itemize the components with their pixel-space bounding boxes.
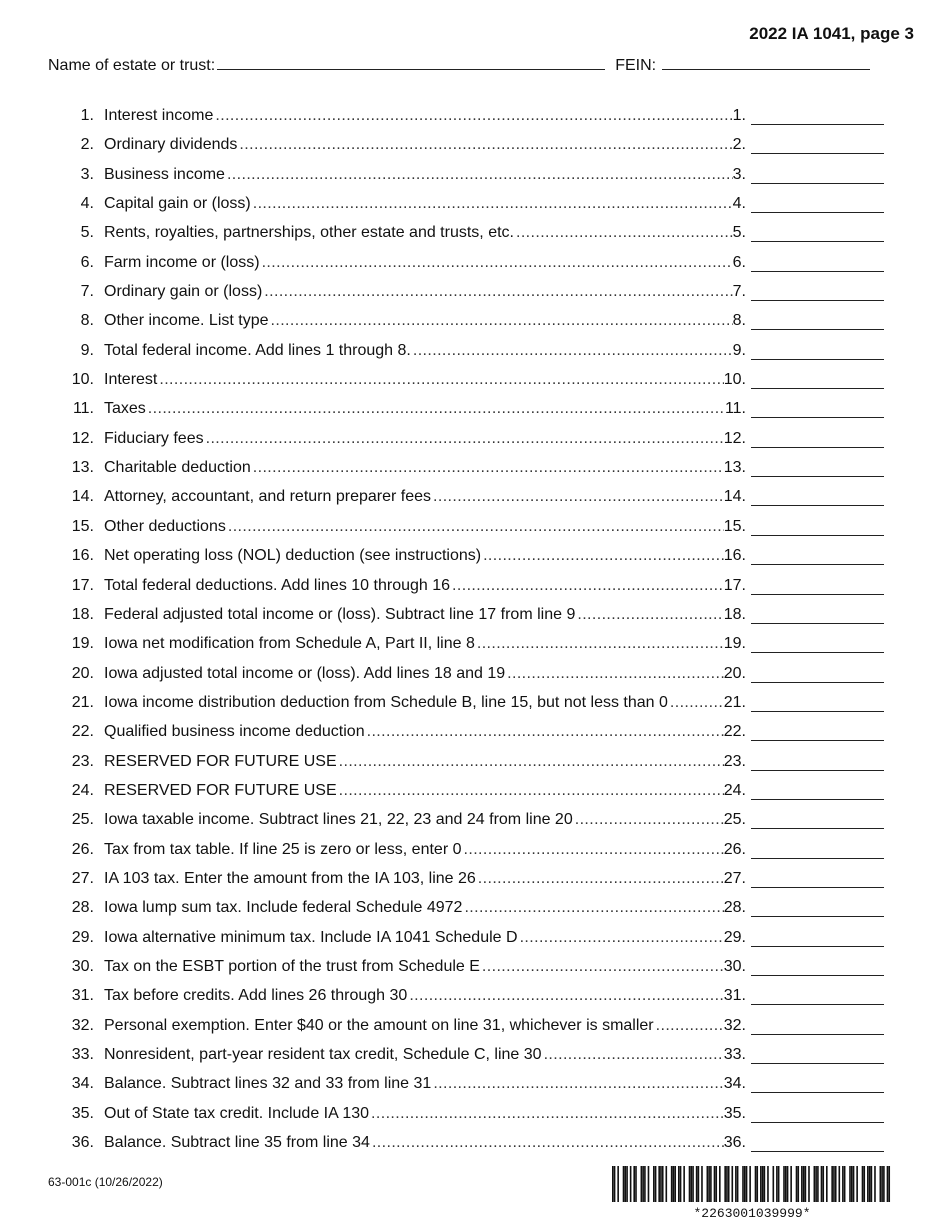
line-label: Tax on the ESBT portion of the trust from Schedule E <box>104 957 480 975</box>
line-label: Iowa taxable income. Subtract lines 21, 22, 23 and 24 from line 20 <box>104 811 573 829</box>
leader-dots <box>544 1043 724 1067</box>
line-amount-field[interactable] <box>751 870 884 888</box>
leader-dots <box>516 221 733 245</box>
line-number: 20. <box>71 664 94 682</box>
line-box-number: 18. <box>723 605 746 623</box>
leader-dots <box>409 984 723 1008</box>
leader-dots <box>253 456 724 480</box>
form-line <box>0 1014 950 1043</box>
line-number: 4. <box>80 195 94 213</box>
line-label: Interest <box>104 371 158 389</box>
leader-dots <box>339 750 724 774</box>
line-description <box>104 1014 746 1038</box>
form-line <box>0 955 950 984</box>
line-description <box>104 603 746 627</box>
income-lines <box>0 104 950 1160</box>
line-amount-field[interactable] <box>751 1134 884 1152</box>
line-box-number: 31. <box>723 987 746 1005</box>
form-line <box>0 515 950 544</box>
barcode-icon <box>612 1166 892 1202</box>
leader-dots <box>482 955 724 979</box>
line-amount-field[interactable] <box>751 782 884 800</box>
leader-dots <box>159 368 723 392</box>
form-line <box>0 926 950 955</box>
line-label: Other income. List type <box>104 312 269 330</box>
line-box-number: 35. <box>723 1104 746 1122</box>
line-number: 36. <box>71 1134 94 1152</box>
line-amount-field[interactable] <box>751 958 884 976</box>
form-line <box>0 984 950 1013</box>
line-number: 26. <box>71 840 94 858</box>
form-line <box>0 192 950 221</box>
line-box-number: 34. <box>723 1075 746 1093</box>
line-label: Capital gain or (loss) <box>104 195 251 213</box>
line-box-number: 9. <box>732 341 746 359</box>
line-description <box>104 221 746 245</box>
line-number: 7. <box>80 283 94 301</box>
line-description <box>104 339 746 363</box>
leader-dots <box>227 163 733 187</box>
line-amount-field[interactable] <box>751 665 884 683</box>
leader-dots <box>670 691 724 715</box>
leader-dots <box>477 632 724 656</box>
line-description <box>104 691 746 715</box>
line-description <box>104 984 746 1008</box>
line-label: Taxes <box>104 400 146 418</box>
line-amount-field[interactable] <box>751 841 884 859</box>
form-line <box>0 456 950 485</box>
line-box-number: 26. <box>723 840 746 858</box>
leader-dots <box>478 867 724 891</box>
line-number: 32. <box>71 1016 94 1034</box>
form-line <box>0 368 950 397</box>
line-amount-field[interactable] <box>751 547 884 565</box>
form-line <box>0 104 950 133</box>
line-box-number: 2. <box>732 136 746 154</box>
line-amount-field[interactable] <box>751 1075 884 1093</box>
line-amount-field[interactable] <box>751 1105 884 1123</box>
line-amount-field[interactable] <box>751 136 884 154</box>
line-number: 13. <box>71 459 94 477</box>
line-description <box>104 955 746 979</box>
line-label: Ordinary dividends <box>104 136 238 154</box>
line-amount-field[interactable] <box>751 1046 884 1064</box>
form-line <box>0 867 950 896</box>
leader-dots <box>367 720 724 744</box>
form-line <box>0 339 950 368</box>
line-label: Iowa net modification from Schedule A, Part II, line 8 <box>104 635 475 653</box>
line-amount-field[interactable] <box>751 224 884 242</box>
leader-dots <box>507 662 724 686</box>
line-label: Nonresident, part-year resident tax credit, Schedule C, line 30 <box>104 1046 542 1063</box>
form-line <box>0 750 950 779</box>
line-description <box>104 485 746 509</box>
line-box-number: 29. <box>723 928 746 946</box>
line-number: 34. <box>71 1075 94 1093</box>
leader-dots <box>464 896 723 920</box>
line-amount-field[interactable] <box>751 166 884 184</box>
line-box-number: 36. <box>723 1134 746 1152</box>
line-description <box>104 133 746 157</box>
line-amount-field[interactable] <box>751 577 884 595</box>
line-label: Iowa alternative minimum tax. Include IA 1041 Schedule D <box>104 928 518 946</box>
line-amount-field[interactable] <box>751 1017 884 1035</box>
form-line <box>0 133 950 162</box>
line-description <box>104 456 746 480</box>
line-box-number: 6. <box>732 253 746 271</box>
form-line <box>0 779 950 808</box>
form-line <box>0 251 950 280</box>
line-box-number: 21. <box>723 693 746 711</box>
line-number: 17. <box>71 576 94 594</box>
leader-dots <box>520 926 724 950</box>
estate-name-field[interactable] <box>217 56 605 70</box>
line-box-number: 5. <box>732 224 746 242</box>
line-description <box>104 397 746 421</box>
line-label: Tax from tax table. If line 25 is zero or less, enter 0 <box>104 840 462 858</box>
leader-dots <box>271 309 733 333</box>
leader-dots <box>656 1014 724 1038</box>
line-amount-field[interactable] <box>751 723 884 741</box>
line-label: Business income <box>104 165 225 183</box>
fein-field[interactable] <box>662 56 870 70</box>
line-box-number: 13. <box>723 459 746 477</box>
line-description <box>104 1131 746 1155</box>
line-amount-field[interactable] <box>751 606 884 624</box>
form-line <box>0 427 950 456</box>
line-box-number: 32. <box>723 1016 746 1034</box>
line-number: 18. <box>71 605 94 623</box>
line-label: Federal adjusted total income or (loss). Subtract line 17 from line 9 <box>104 605 576 623</box>
line-number: 8. <box>80 312 94 330</box>
line-label: Iowa adjusted total income or (loss). Add lines 18 and 19 <box>104 664 506 682</box>
line-amount-field[interactable] <box>751 371 884 389</box>
line-label: Iowa lump sum tax. Include federal Schedule 4972 <box>104 899 463 917</box>
line-box-number: 1. <box>732 107 746 124</box>
form-line <box>0 838 950 867</box>
leader-dots <box>464 838 724 862</box>
line-box-number: 25. <box>723 811 746 829</box>
line-number: 35. <box>71 1104 94 1122</box>
form-line <box>0 544 950 573</box>
line-description <box>104 1043 746 1067</box>
form-line <box>0 720 950 749</box>
line-box-number: 20. <box>723 664 746 682</box>
line-label: Balance. Subtract line 35 from line 34 <box>104 1134 370 1152</box>
form-line <box>0 397 950 426</box>
estate-name-label: Name of estate or trust: <box>48 57 216 74</box>
form-line <box>0 1072 950 1101</box>
line-box-number: 7. <box>732 283 746 301</box>
line-label: RESERVED FOR FUTURE USE <box>104 781 337 799</box>
form-line <box>0 1043 950 1072</box>
line-description <box>104 896 746 920</box>
line-number: 10. <box>71 371 94 389</box>
line-label: Qualified business income deduction <box>104 723 365 741</box>
line-number: 29. <box>71 928 94 946</box>
line-description <box>104 867 746 891</box>
line-box-number: 24. <box>723 781 746 799</box>
line-number: 21. <box>71 693 94 711</box>
line-label: Ordinary gain or (loss) <box>104 283 263 301</box>
line-box-number: 33. <box>723 1046 746 1063</box>
line-description <box>104 427 746 451</box>
leader-dots <box>339 779 724 803</box>
form-line <box>0 691 950 720</box>
line-amount-field[interactable] <box>751 753 884 771</box>
leader-dots <box>371 1102 724 1126</box>
line-box-number: 12. <box>723 429 746 447</box>
line-description <box>104 544 746 568</box>
form-line <box>0 603 950 632</box>
line-box-number: 15. <box>723 517 746 535</box>
form-line <box>0 896 950 925</box>
line-number: 16. <box>71 547 94 565</box>
line-description <box>104 808 746 832</box>
line-amount-field[interactable] <box>751 899 884 917</box>
line-amount-field[interactable] <box>751 254 884 272</box>
line-number: 27. <box>71 869 94 887</box>
line-amount-field[interactable] <box>751 195 884 213</box>
line-description <box>104 574 746 598</box>
line-description <box>104 309 746 333</box>
line-label: Total federal income. Add lines 1 through 8. <box>104 341 411 359</box>
line-box-number: 27. <box>723 869 746 887</box>
line-amount-field[interactable] <box>751 987 884 1005</box>
line-description <box>104 1072 746 1096</box>
line-description <box>104 779 746 803</box>
line-amount-field[interactable] <box>751 430 884 448</box>
line-description <box>104 926 746 950</box>
leader-dots <box>413 339 733 363</box>
line-box-number: 11. <box>724 400 746 418</box>
line-number: 12. <box>71 429 94 447</box>
leader-dots <box>228 515 724 539</box>
line-amount-field[interactable] <box>751 694 884 712</box>
form-code: 63-001c (10/26/2022) <box>48 1175 163 1189</box>
line-label: Personal exemption. Enter $40 or the amount on line 31, whichever is smaller <box>104 1016 654 1034</box>
line-description <box>104 192 746 216</box>
line-description <box>104 251 746 275</box>
line-amount-field[interactable] <box>751 283 884 301</box>
line-description <box>104 163 746 187</box>
line-number: 30. <box>71 957 94 975</box>
barcode-text: *2263001039999* <box>693 1206 811 1221</box>
line-amount-field[interactable] <box>751 929 884 947</box>
leader-dots <box>433 1072 723 1096</box>
line-label: Other deductions <box>104 517 226 535</box>
line-label: Total federal deductions. Add lines 10 through 16 <box>104 576 451 594</box>
line-label: Out of State tax credit. Include IA 130 <box>104 1104 370 1122</box>
line-box-number: 17. <box>723 576 746 594</box>
form-line <box>0 662 950 691</box>
line-amount-field[interactable] <box>751 312 884 330</box>
line-box-number: 3. <box>732 165 746 183</box>
form-line <box>0 221 950 250</box>
line-description <box>104 750 746 774</box>
form-line <box>0 280 950 309</box>
line-description <box>104 280 746 304</box>
line-box-number: 16. <box>723 547 746 565</box>
line-label: Net operating loss (NOL) deduction (see instructions) <box>104 547 482 565</box>
line-label: Rents, royalties, partnerships, other estate and trusts, etc. <box>104 224 514 242</box>
leader-dots <box>577 603 723 627</box>
line-number: 9. <box>80 341 94 359</box>
line-label: IA 103 tax. Enter the amount from the IA 103, line 26 <box>104 869 476 887</box>
line-number: 2. <box>80 136 94 154</box>
line-number: 22. <box>71 723 94 741</box>
line-description <box>104 838 746 862</box>
leader-dots <box>575 808 724 832</box>
form-line <box>0 1102 950 1131</box>
leader-dots <box>206 427 724 451</box>
line-box-number: 22. <box>723 723 746 741</box>
line-box-number: 8. <box>732 312 746 330</box>
leader-dots <box>483 544 724 568</box>
line-amount-field[interactable] <box>751 488 884 506</box>
leader-dots <box>372 1131 724 1155</box>
line-number: 15. <box>71 517 94 535</box>
line-box-number: 28. <box>723 899 746 917</box>
line-description <box>104 632 746 656</box>
line-box-number: 14. <box>723 488 746 506</box>
line-amount-field[interactable] <box>751 635 884 653</box>
line-box-number: 4. <box>732 195 746 213</box>
line-label: Interest income <box>104 107 214 124</box>
line-amount-field[interactable] <box>751 342 884 360</box>
form-line <box>0 1131 950 1160</box>
line-label: Tax before credits. Add lines 26 through 30 <box>104 987 408 1005</box>
leader-dots <box>264 280 732 304</box>
line-number: 31. <box>71 987 94 1005</box>
leader-dots <box>253 192 733 216</box>
line-box-number: 30. <box>723 957 746 975</box>
line-number: 6. <box>80 253 94 271</box>
line-box-number: 10. <box>723 371 746 389</box>
form-line <box>0 309 950 338</box>
line-number: 5. <box>80 224 94 242</box>
form-line <box>0 574 950 603</box>
line-description <box>104 515 746 539</box>
line-label: Charitable deduction <box>104 459 251 477</box>
line-number: 33. <box>71 1046 94 1063</box>
leader-dots <box>239 133 732 157</box>
line-description <box>104 1102 746 1126</box>
line-label: Balance. Subtract lines 32 and 33 from line 31 <box>104 1075 432 1093</box>
line-label: Iowa income distribution deduction from Schedule B, line 15, but not less than 0 <box>104 693 668 711</box>
form-line <box>0 632 950 661</box>
line-number: 23. <box>71 752 94 770</box>
line-box-number: 23. <box>723 752 746 770</box>
line-amount-field[interactable] <box>751 107 884 125</box>
line-number: 1. <box>80 107 94 124</box>
leader-dots <box>215 104 732 128</box>
line-number: 3. <box>80 165 94 183</box>
line-amount-field[interactable] <box>751 811 884 829</box>
line-number: 19. <box>71 635 94 653</box>
line-label: Fiduciary fees <box>104 429 204 447</box>
line-number: 25. <box>71 811 94 829</box>
line-amount-field[interactable] <box>751 459 884 477</box>
line-label: RESERVED FOR FUTURE USE <box>104 752 337 770</box>
form-line <box>0 163 950 192</box>
leader-dots <box>452 574 724 598</box>
form-line <box>0 485 950 514</box>
line-description <box>104 720 746 744</box>
line-description <box>104 662 746 686</box>
leader-dots <box>433 485 724 509</box>
line-number: 24. <box>71 781 94 799</box>
line-amount-field[interactable] <box>751 400 884 418</box>
leader-dots <box>262 251 733 275</box>
line-box-number: 19. <box>723 635 746 653</box>
fein-label: FEIN: <box>615 57 657 74</box>
line-label: Attorney, accountant, and return preparer fees <box>104 488 432 506</box>
form-line <box>0 808 950 837</box>
line-number: 14. <box>71 488 94 506</box>
line-number: 11. <box>72 400 94 418</box>
line-number: 28. <box>71 899 94 917</box>
identity-row <box>48 56 888 75</box>
line-amount-field[interactable] <box>751 518 884 536</box>
line-description <box>104 368 746 392</box>
line-label: Farm income or (loss) <box>104 253 260 271</box>
leader-dots <box>148 397 725 421</box>
page-title: 2022 IA 1041, page 3 <box>749 24 914 43</box>
line-description <box>104 104 746 128</box>
